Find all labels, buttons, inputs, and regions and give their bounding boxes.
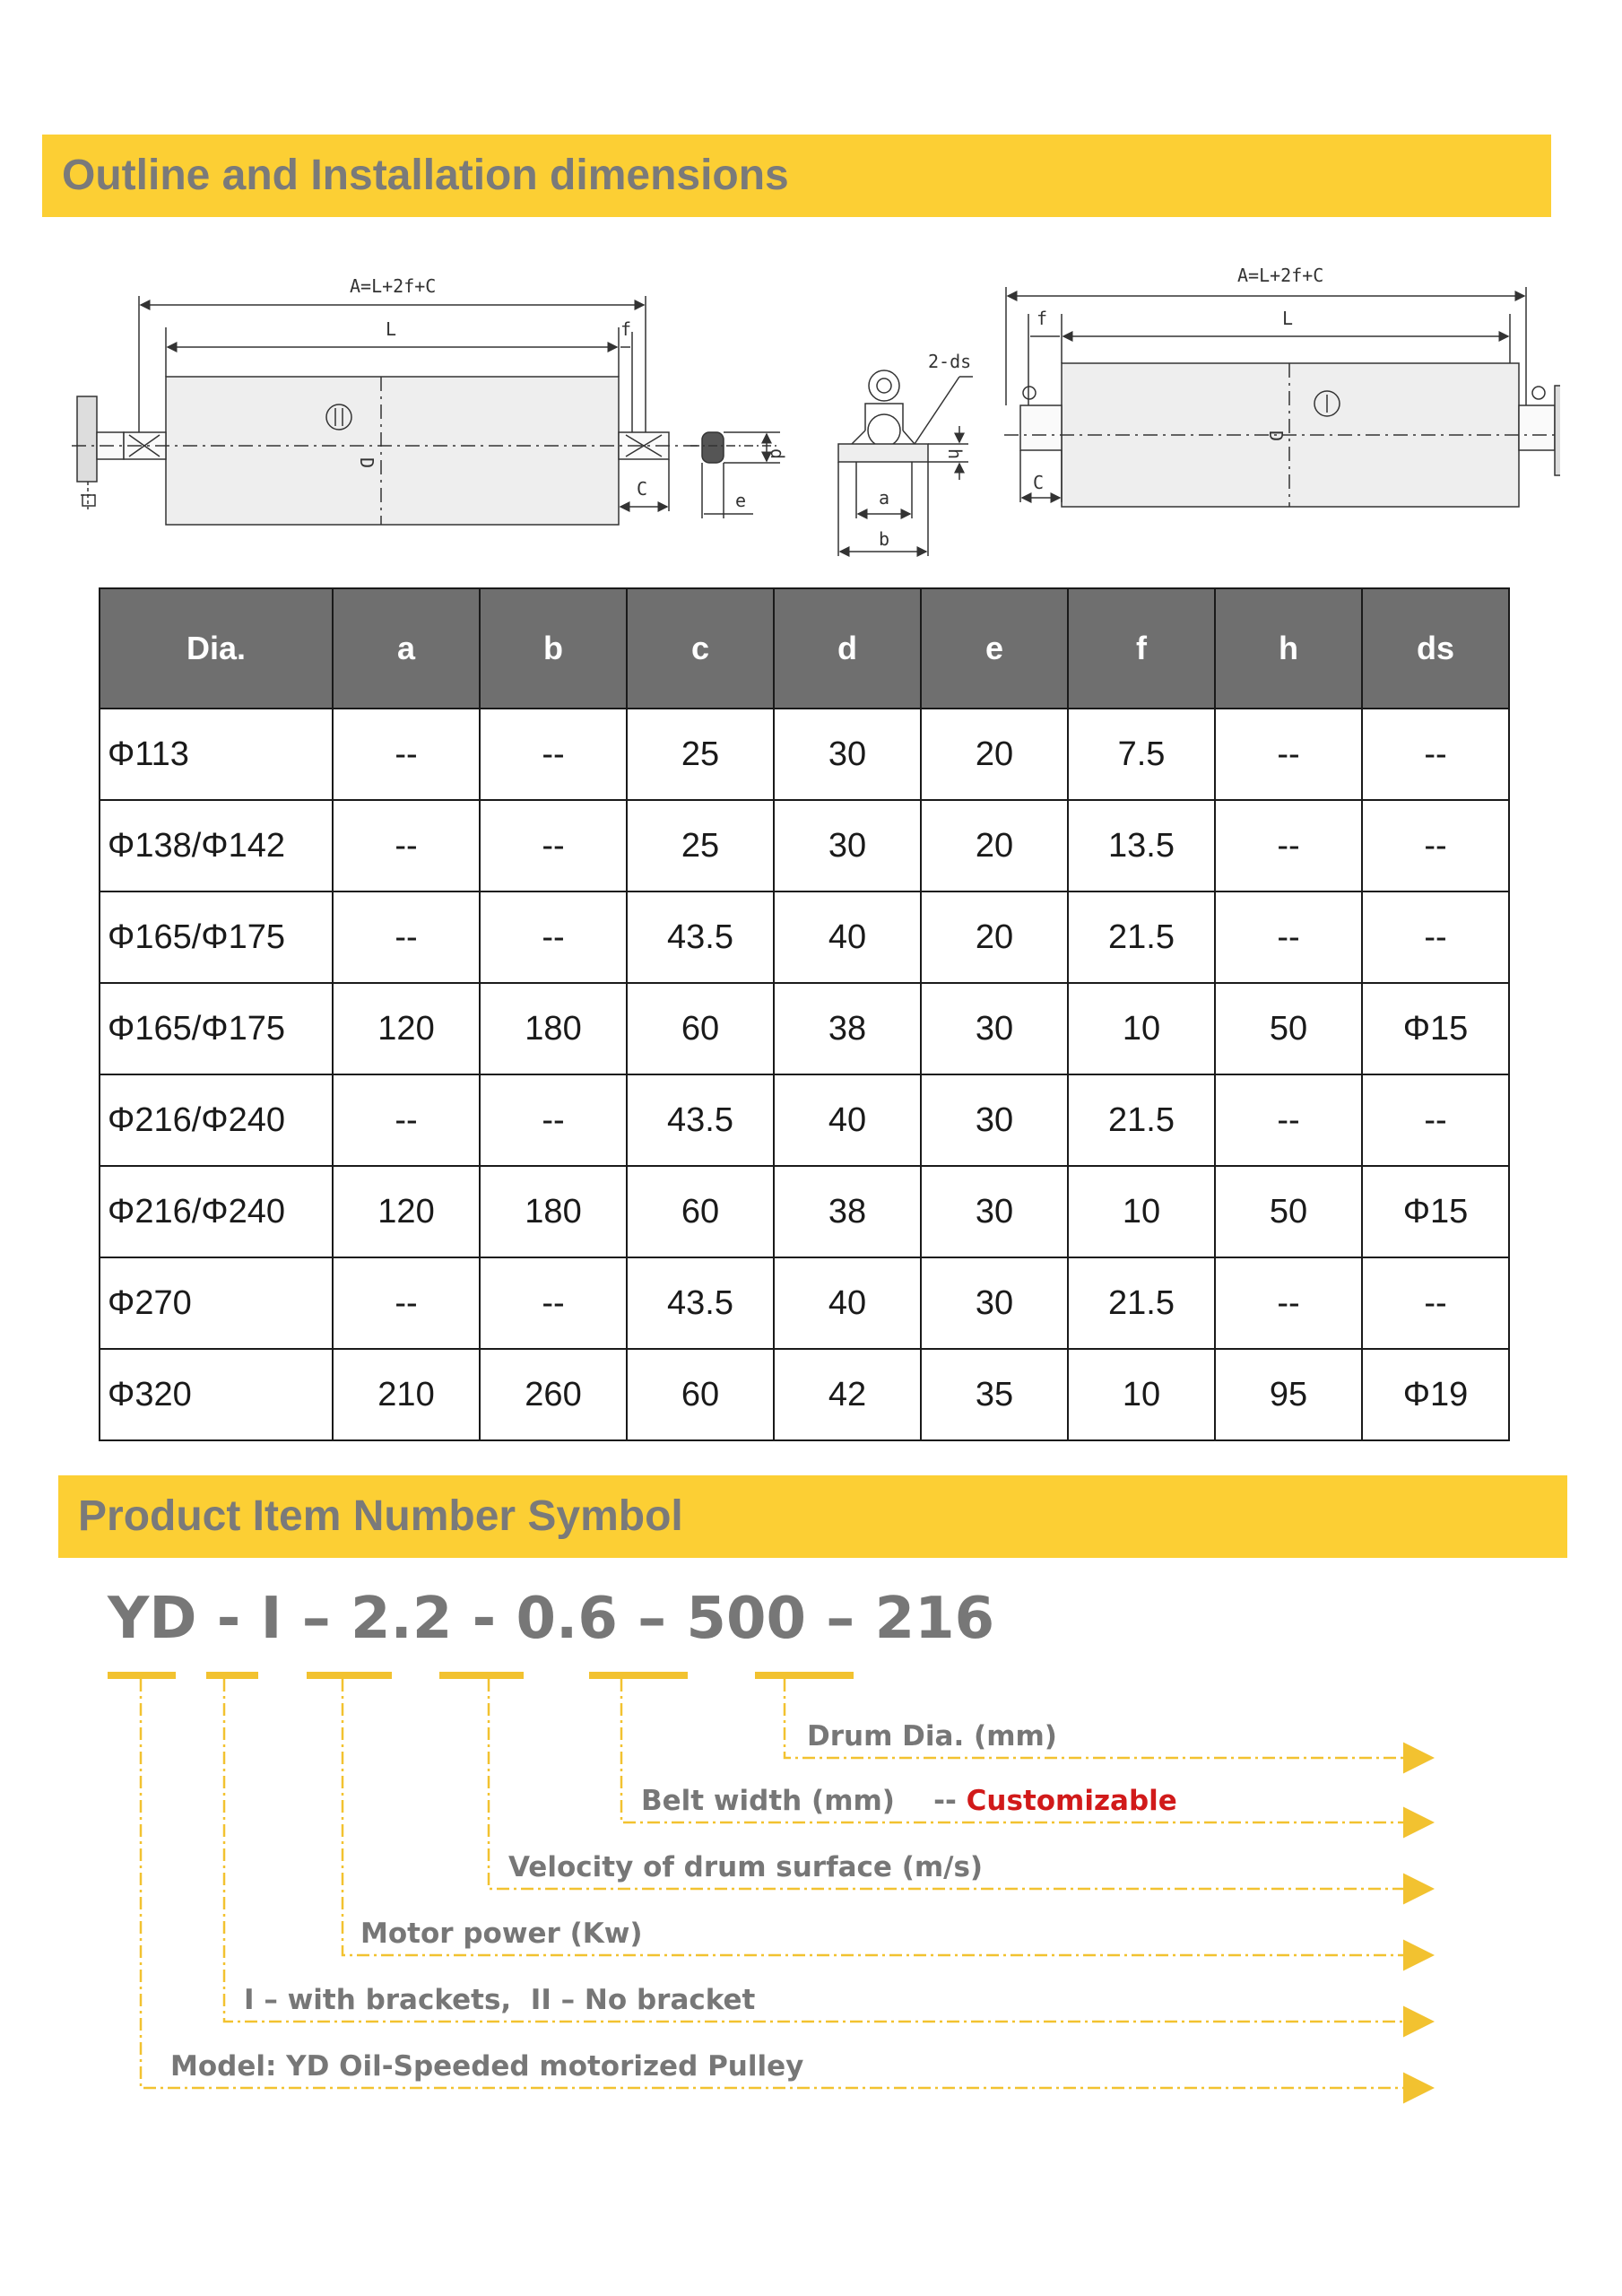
table-cell: 60 <box>627 1166 774 1257</box>
table-row <box>100 709 1509 800</box>
drum-diameter-label-right: D <box>1265 430 1287 442</box>
code-guide-lines <box>0 1570 1622 2108</box>
table-cell: 21.5 <box>1068 891 1215 983</box>
table-cell: -- <box>333 800 480 891</box>
table-cell: -- <box>1362 709 1509 800</box>
label-drum-dia: Drum Dia. (mm) <box>807 1720 1057 1752</box>
table-cell: -- <box>1362 1257 1509 1349</box>
table-cell: Φ15 <box>1362 1166 1509 1257</box>
f-label-left: f <box>620 318 632 340</box>
table-cell: 38 <box>774 1166 921 1257</box>
table-cell: -- <box>1215 891 1362 983</box>
dia-cell: Φ216/Φ240 <box>100 1074 333 1166</box>
table-cell: -- <box>333 1257 480 1349</box>
table-cell: 180 <box>480 983 627 1074</box>
dia-cell: Φ270 <box>100 1257 333 1349</box>
table-cell: 30 <box>921 1166 1068 1257</box>
table-cell: -- <box>333 891 480 983</box>
c-label-right: C <box>1033 472 1045 493</box>
table-cell: 13.5 <box>1068 800 1215 891</box>
table-cell: 30 <box>774 709 921 800</box>
right-motor-housing <box>1555 386 1560 475</box>
bracket-h-label: h <box>944 448 966 460</box>
c-label-left: C <box>637 478 648 500</box>
table-cell: -- <box>480 709 627 800</box>
table-cell: 180 <box>480 1166 627 1257</box>
symbol-section-title: Product Item Number Symbol <box>58 1475 1567 1558</box>
table-cell: 25 <box>627 709 774 800</box>
table-cell: 50 <box>1215 1166 1362 1257</box>
table-cell: 10 <box>1068 1166 1215 1257</box>
col-header: f <box>1068 588 1215 709</box>
table-cell: 10 <box>1068 983 1215 1074</box>
col-header: h <box>1215 588 1362 709</box>
belt-width-separator: -- <box>933 1785 957 1817</box>
left-motor-housing <box>77 396 97 482</box>
overall-length-label-left: A=L+2f+C <box>350 275 437 297</box>
outline-section-title: Outline and Installation dimensions <box>42 135 1551 217</box>
key-e-label: e <box>735 490 747 511</box>
table-cell: -- <box>333 1074 480 1166</box>
shaft-d-label: d <box>767 448 788 460</box>
dia-cell: Φ113 <box>100 709 333 800</box>
col-header: c <box>627 588 774 709</box>
table-cell: 30 <box>921 1257 1068 1349</box>
dia-cell: Φ165/Φ175 <box>100 891 333 983</box>
table-row <box>100 1166 1509 1257</box>
table-row <box>100 800 1509 891</box>
table-cell: 60 <box>627 1349 774 1440</box>
table-cell: 40 <box>774 891 921 983</box>
table-row <box>100 1074 1509 1166</box>
label-motor-power: Motor power (Kw) <box>360 1918 643 1950</box>
col-header: b <box>480 588 627 709</box>
table-cell: 43.5 <box>627 891 774 983</box>
table-cell: 40 <box>774 1257 921 1349</box>
table-cell: 10 <box>1068 1349 1215 1440</box>
table-row <box>100 891 1509 983</box>
product-code: YD - I – 2.2 - 0.6 – 500 – 216 <box>108 1586 995 1652</box>
length-label-right: L <box>1282 308 1294 329</box>
table-cell: -- <box>1215 800 1362 891</box>
table-cell: 30 <box>774 800 921 891</box>
table-cell: 35 <box>921 1349 1068 1440</box>
table-cell: 30 <box>921 1074 1068 1166</box>
table-cell: Φ15 <box>1362 983 1509 1074</box>
table-cell: 20 <box>921 800 1068 891</box>
col-header: e <box>921 588 1068 709</box>
dimensions-table <box>99 587 1510 1441</box>
table-cell: -- <box>1215 1074 1362 1166</box>
bracket-base <box>838 444 928 462</box>
bracket-ds-label: 2-ds <box>928 351 972 372</box>
table-cell: -- <box>480 1074 627 1166</box>
col-header: ds <box>1362 588 1509 709</box>
label-belt-width <box>641 1785 1177 1817</box>
table-cell: -- <box>480 800 627 891</box>
dia-cell: Φ138/Φ142 <box>100 800 333 891</box>
table-cell: Φ19 <box>1362 1349 1509 1440</box>
bracket-eye <box>869 370 899 401</box>
table-cell: -- <box>1362 891 1509 983</box>
table-cell: 21.5 <box>1068 1074 1215 1166</box>
table-cell: 42 <box>774 1349 921 1440</box>
belt-width-text: Belt width (mm) <box>641 1785 895 1817</box>
table-cell: 20 <box>921 891 1068 983</box>
overall-length-label-right: A=L+2f+C <box>1237 265 1324 286</box>
table-cell: -- <box>333 709 480 800</box>
dia-cell: Φ216/Φ240 <box>100 1166 333 1257</box>
table-header-row <box>100 588 1509 709</box>
table-cell: 50 <box>1215 983 1362 1074</box>
table-cell: 120 <box>333 1166 480 1257</box>
outline-drawing <box>72 260 1560 574</box>
label-velocity: Velocity of drum surface (m/s) <box>508 1851 984 1883</box>
f-label-right: f <box>1037 308 1048 329</box>
table-cell: 40 <box>774 1074 921 1166</box>
table-cell: 38 <box>774 983 921 1074</box>
table-cell: 60 <box>627 983 774 1074</box>
label-brackets: I – with brackets, II – No bracket <box>244 1984 756 2016</box>
table-cell: 21.5 <box>1068 1257 1215 1349</box>
customizable-note: Customizable <box>966 1785 1177 1817</box>
col-header: Dia. <box>100 588 333 709</box>
col-header: d <box>774 588 921 709</box>
table-cell: 260 <box>480 1349 627 1440</box>
dia-cell: Φ320 <box>100 1349 333 1440</box>
table-cell: -- <box>1362 800 1509 891</box>
table-cell: 7.5 <box>1068 709 1215 800</box>
bracket-a-label: a <box>879 487 890 509</box>
left-drum-body <box>166 377 619 525</box>
table-cell: 210 <box>333 1349 480 1440</box>
table-row <box>100 983 1509 1074</box>
table-cell: 25 <box>627 800 774 891</box>
table-cell: -- <box>480 891 627 983</box>
table-cell: 95 <box>1215 1349 1362 1440</box>
table-cell: -- <box>480 1257 627 1349</box>
drum-diameter-label-left: D <box>356 457 377 469</box>
table-cell: 43.5 <box>627 1257 774 1349</box>
table-cell: 30 <box>921 983 1068 1074</box>
col-header: a <box>333 588 480 709</box>
bracket-b-label: b <box>879 528 890 550</box>
table-row <box>100 1257 1509 1349</box>
dia-cell: Φ165/Φ175 <box>100 983 333 1074</box>
table-cell: -- <box>1215 1257 1362 1349</box>
length-label-left: L <box>386 318 397 340</box>
label-model: Model: YD Oil-Speeded motorized Pulley <box>170 2050 804 2083</box>
table-cell: -- <box>1362 1074 1509 1166</box>
table-row <box>100 1349 1509 1440</box>
table-cell: -- <box>1215 709 1362 800</box>
table-cell: 43.5 <box>627 1074 774 1166</box>
table-cell: 120 <box>333 983 480 1074</box>
table-cell: 20 <box>921 709 1068 800</box>
